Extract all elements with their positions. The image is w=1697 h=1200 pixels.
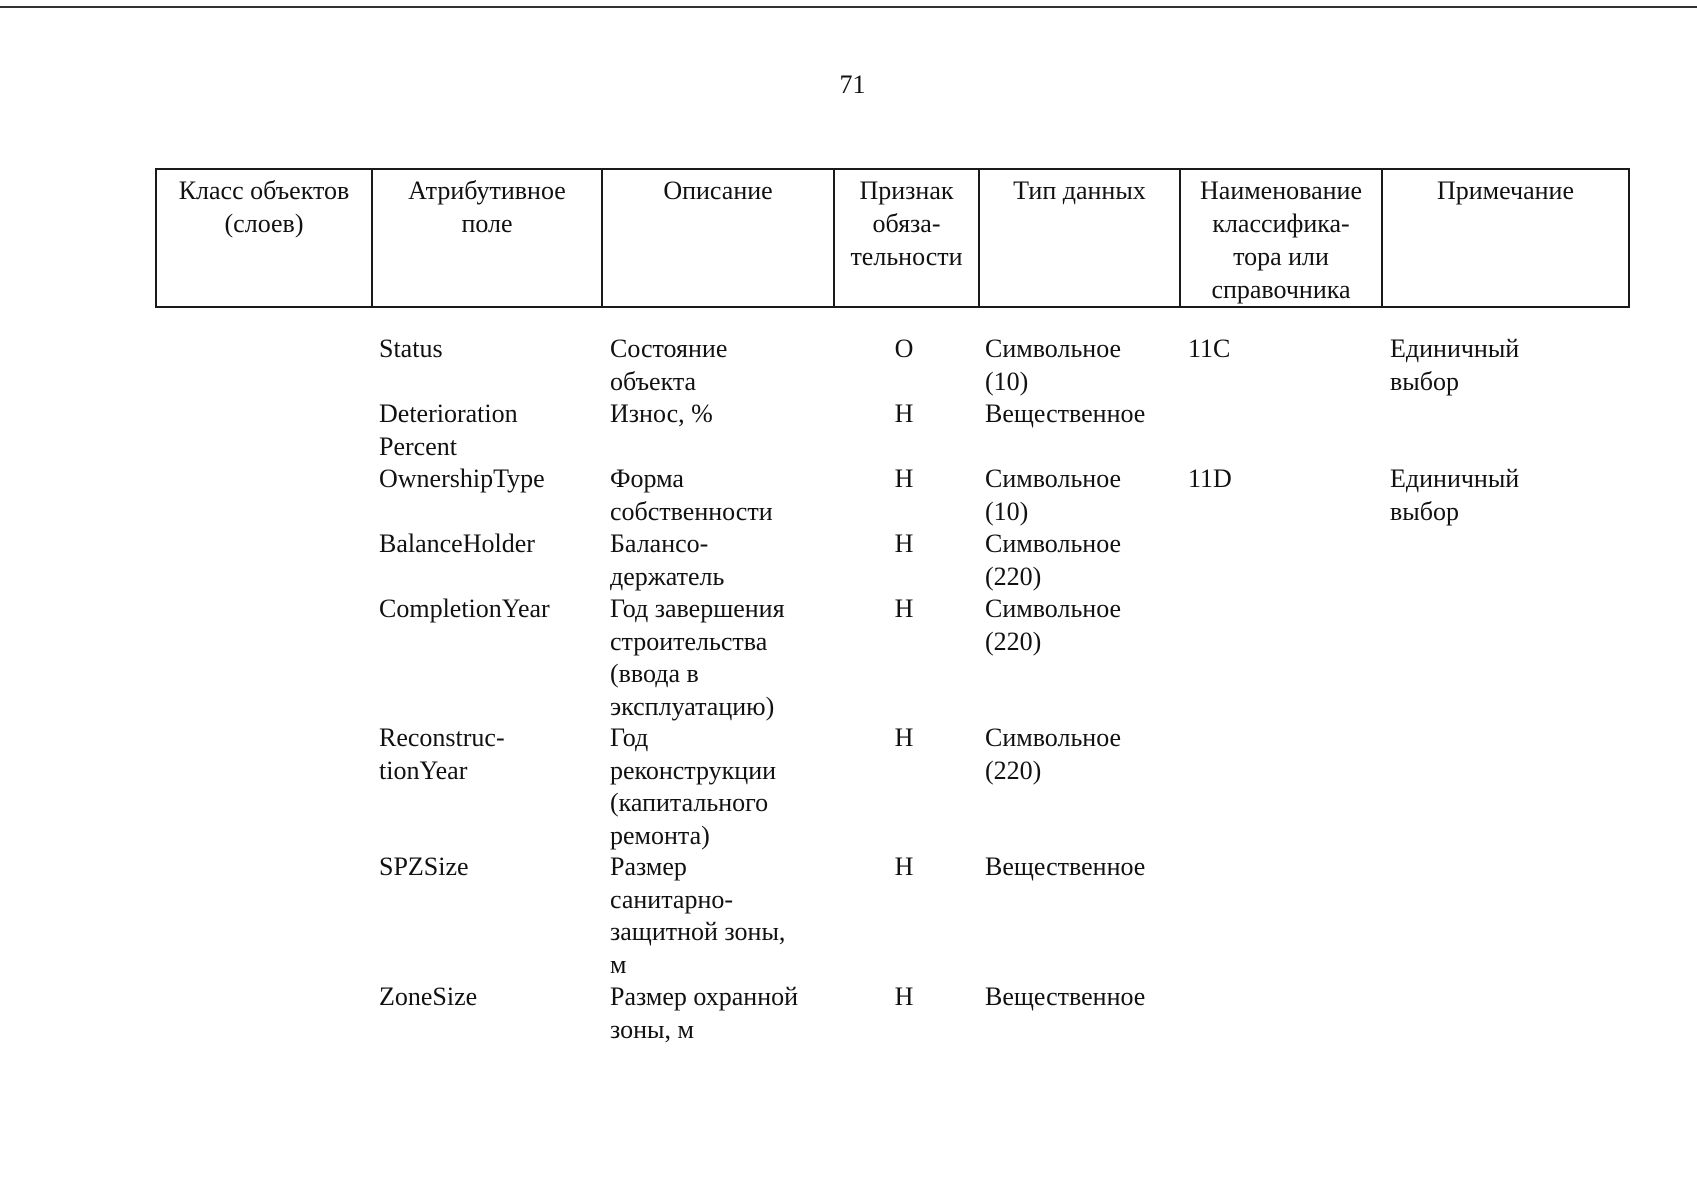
data-type-cell: Символьное (10) (985, 334, 1122, 396)
required-flag-cell: Н (894, 529, 914, 558)
classifier-cell: 11С (1188, 334, 1231, 363)
note-cell: Единичный выбор (1390, 334, 1520, 396)
required-flag-cell: Н (894, 852, 914, 881)
attribute-field-cell: ZoneSize (379, 982, 478, 1011)
data-type-cell: Символьное (10) (985, 464, 1122, 526)
attribute-field-cell: Reconstruc- tionYear (379, 723, 505, 785)
required-flag-cell: Н (894, 399, 914, 428)
table-body (0, 333, 1697, 1051)
table-row (0, 333, 1697, 398)
table-row (0, 851, 1697, 981)
description-cell: Год завершения строительства (ввода в эксплуатацию) (610, 594, 785, 721)
attribute-field-cell: Status (379, 334, 443, 363)
header-row (156, 169, 1629, 307)
data-type-cell: Символьное (220) (985, 529, 1122, 591)
note-cell: Единичный выбор (1390, 464, 1520, 526)
attribute-field-cell: OwnershipType (379, 464, 545, 493)
table-row (0, 722, 1697, 851)
table-row (0, 398, 1697, 463)
description-cell: Форма собственности (610, 464, 773, 526)
data-type-cell: Вещественное (985, 852, 1146, 881)
required-flag-cell: Н (894, 464, 914, 493)
table-row (0, 528, 1697, 593)
classifier-cell: 11D (1188, 464, 1232, 493)
required-flag-cell: Н (894, 723, 914, 752)
description-cell: Размер охранной зоны, м (610, 982, 799, 1044)
data-type-cell: Символьное (220) (985, 594, 1122, 656)
required-flag-cell: Н (894, 982, 914, 1011)
description-cell: Износ, % (610, 399, 713, 428)
page-number: 71 (839, 70, 866, 99)
table-row (0, 593, 1697, 722)
description-cell: Балансо- держатель (610, 529, 725, 591)
description-cell: Состояние объекта (610, 334, 728, 396)
description-cell: Год реконструкции (капитального ремонта) (610, 723, 777, 850)
attribute-field-cell: CompletionYear (379, 594, 550, 623)
header-attribute-field: Атрибутивное поле (372, 169, 602, 307)
attribute-field-cell: SPZSize (379, 852, 469, 881)
header-note: Примечание (1382, 169, 1629, 307)
attribute-field-cell: BalanceHolder (379, 529, 535, 558)
table-header (155, 168, 1630, 308)
data-type-cell: Вещественное (985, 982, 1146, 1011)
top-border-line (0, 6, 1697, 8)
attribute-field-cell: Deterioration Percent (379, 399, 518, 461)
header-object-class: Класс объектов (слоев) (156, 169, 372, 307)
header-description: Описание (602, 169, 834, 307)
header-classifier-name: Наименование классифика- тора или справочника (1180, 169, 1382, 307)
header-required-flag: Признак обяза- тельности (834, 169, 979, 307)
data-type-cell: Вещественное (985, 399, 1146, 428)
table-row (0, 981, 1697, 1051)
table-row (0, 463, 1697, 528)
required-flag-cell: Н (894, 594, 914, 623)
required-flag-cell: О (894, 334, 914, 363)
data-type-cell: Символьное (220) (985, 723, 1122, 785)
description-cell: Размер санитарно- защитной зоны, м (610, 852, 786, 979)
header-data-type: Тип данных (979, 169, 1180, 307)
